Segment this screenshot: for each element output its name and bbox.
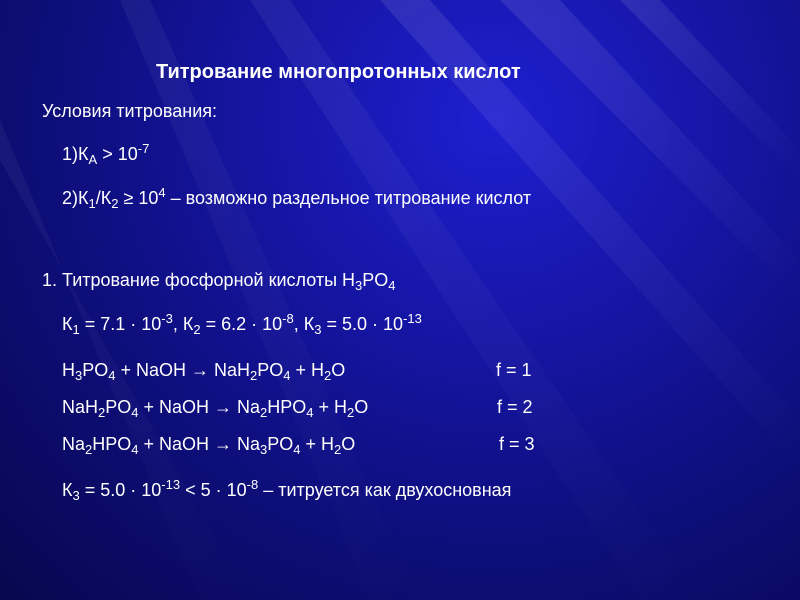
section-1-heading	[42, 269, 396, 291]
reaction-1-part: H	[62, 360, 75, 380]
k3-exponent: -13	[403, 311, 422, 326]
section-1-po: PO	[362, 270, 389, 290]
reaction-2-part: PO	[105, 397, 132, 417]
reaction-3-sub: 2	[85, 442, 93, 457]
conclusion-k: К	[62, 480, 73, 500]
k2-sub: 2	[193, 322, 201, 337]
reaction-3-part: PO	[267, 434, 294, 454]
condition-2-number: 2)	[62, 188, 79, 208]
reaction-2-part: + H	[313, 397, 348, 417]
k1-exponent: -3	[161, 311, 173, 326]
condition-2-k2-sub: 2	[111, 196, 119, 211]
reaction-2-sub: 2	[98, 405, 106, 420]
reaction-2-sub: 2	[260, 405, 268, 420]
reaction-2-sub: 4	[306, 405, 314, 420]
reaction-1-part: + H	[290, 360, 325, 380]
section-1-label: 1. Титрование фосфорной кислоты H	[42, 270, 356, 290]
reaction-2-sub: 2	[347, 405, 355, 420]
k3-value: = 5.0 · 10	[321, 314, 404, 334]
conclusion	[62, 479, 511, 501]
condition-2-k2: /К	[95, 188, 112, 208]
reaction-2	[62, 396, 368, 418]
reaction-1-part: PO	[82, 360, 109, 380]
conclusion-comparison: < 5 · 10	[180, 480, 247, 500]
separator-1: ,	[172, 314, 183, 334]
reaction-3-part: HPO	[92, 434, 132, 454]
k2-value: = 6.2 · 10	[200, 314, 283, 334]
reaction-2-part: O	[354, 397, 369, 417]
reaction-3-sub: 3	[260, 442, 268, 457]
reaction-3-sub: 2	[334, 442, 342, 457]
reaction-2-part: + NaOH → Na	[138, 397, 261, 417]
k2-exponent: -8	[282, 311, 294, 326]
condition-2-text: – возможно раздельное титрование кислот	[165, 188, 532, 208]
condition-1-relation: > 10	[97, 144, 138, 164]
reaction-2-part: HPO	[267, 397, 307, 417]
dissociation-constants	[62, 313, 422, 335]
reaction-3	[62, 433, 355, 455]
condition-1-number: 1)	[62, 144, 79, 164]
condition-2	[62, 187, 531, 209]
condition-1-exponent: -7	[137, 141, 150, 156]
condition-2-exponent: 4	[158, 185, 166, 200]
condition-2-relation: ≥ 10	[118, 188, 159, 208]
condition-1-k-sub: А	[88, 152, 98, 167]
condition-2-k1-sub: 1	[88, 196, 96, 211]
reaction-1-part: PO	[257, 360, 284, 380]
conditions-heading: Условия титрования:	[42, 101, 217, 121]
k1-symbol: К	[62, 314, 73, 334]
reaction-3-factor: f = 3	[499, 434, 535, 454]
reaction-1-part: + NaOH → NaH	[115, 360, 251, 380]
section-1-sub-4: 4	[388, 278, 396, 293]
conclusion-exponent-1: -13	[161, 477, 181, 492]
k2-symbol: К	[182, 314, 194, 334]
reaction-1-sub: 2	[250, 368, 258, 383]
condition-1-k: К	[78, 144, 89, 164]
k1-value: = 7.1 · 10	[79, 314, 162, 334]
reaction-3-part: + NaOH → Na	[138, 434, 261, 454]
conclusion-value: = 5.0 · 10	[79, 480, 162, 500]
condition-2-k1: К	[78, 188, 89, 208]
reaction-3-part: O	[341, 434, 356, 454]
reaction-1-sub: 4	[108, 368, 116, 383]
reaction-1-sub: 3	[75, 368, 83, 383]
reaction-1	[62, 359, 345, 381]
conclusion-exponent-2: -8	[246, 477, 259, 492]
reaction-1-part: O	[331, 360, 346, 380]
reaction-2-sub: 4	[131, 405, 139, 420]
reaction-3-part: + H	[300, 434, 335, 454]
reaction-1-factor: f = 1	[496, 360, 532, 380]
reaction-3-part: Na	[62, 434, 86, 454]
reaction-1-sub: 2	[324, 368, 332, 383]
section-1-sub-3: 3	[355, 278, 363, 293]
condition-1	[62, 143, 149, 165]
conclusion-k-sub: 3	[72, 488, 80, 503]
slide-title: Титрование многопротонных кислот	[156, 61, 521, 83]
separator-2: ,	[293, 314, 304, 334]
reaction-3-sub: 4	[131, 442, 139, 457]
reaction-2-part: NaH	[62, 397, 99, 417]
k1-sub: 1	[72, 322, 80, 337]
reaction-3-sub: 4	[293, 442, 301, 457]
reaction-1-sub: 4	[283, 368, 291, 383]
k3-symbol: К	[303, 314, 315, 334]
k3-sub: 3	[314, 322, 322, 337]
conclusion-text: – титруется как двухосновная	[258, 480, 512, 500]
reaction-2-factor: f = 2	[497, 397, 533, 417]
